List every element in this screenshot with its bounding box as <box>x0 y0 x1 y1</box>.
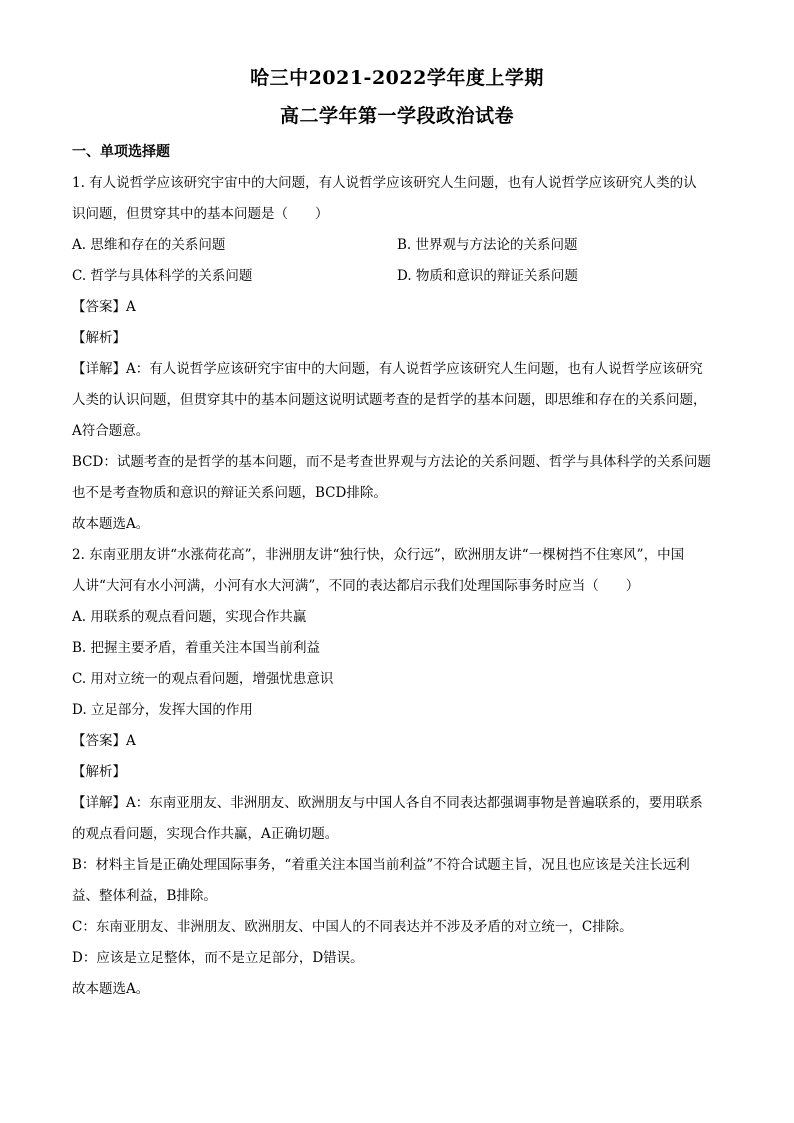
exam-subtitle: 高二学年第一学段政治试卷 <box>279 105 514 127</box>
detail-text: D：应该是立足整体，而不是立足部分，D错误。 <box>72 950 364 966</box>
analysis-label: 【解析】 <box>72 764 126 780</box>
question-1 <box>72 168 722 540</box>
detail-text: 也不是考查物质和意识的辩证关系问题，BCD排除。 <box>72 485 387 501</box>
detail-text: 益、整体利益，B排除。 <box>72 888 217 904</box>
answer-label: 【答案】A <box>72 733 136 749</box>
option-d: D. 立足部分，发挥大国的作用 <box>72 702 253 718</box>
question-2 <box>72 540 722 1005</box>
section-heading: 一、单项选择题 <box>72 144 170 160</box>
exam-title: 哈三中2021-2022学年度上学期 <box>250 67 544 89</box>
options-row <box>72 230 722 261</box>
option-b: B. 把握主要矛盾，着重关注本国当前利益 <box>72 640 321 656</box>
detail-text: C：东南亚朋友、非洲朋友、欧洲朋友、中国人的不同表达并不涉及矛盾的对立统一，C排除。 <box>72 919 633 935</box>
option-a: A. 思维和存在的关系问题 <box>72 237 226 253</box>
detail-text: 【详解】A：有人说哲学应该研究宇宙中的大问题，有人说哲学应该研究人生问题，也有人说哲学应该研究 <box>72 361 703 377</box>
detail-text: A符合题意。 <box>72 423 150 439</box>
detail-text: BCD：试题考查的是哲学的基本问题，而不是考查世界观与方法论的关系问题、哲学与具体科学的关系问题 <box>72 454 711 470</box>
detail-text: 的观点看问题，实现合作共赢，A正确切题。 <box>72 826 339 842</box>
conclusion-text: 故本题选A。 <box>72 981 150 997</box>
detail-text: 人类的认识问题，但贯穿其中的基本问题这说明试题考查的是哲学的基本问题，即思维和存在的关系问题， <box>72 392 707 408</box>
option-c: C. 用对立统一的观点看问题，增强忧患意识 <box>72 671 334 687</box>
conclusion-text: 故本题选A。 <box>72 516 150 532</box>
question-stem: 识问题，但贯穿其中的基本问题是（ ） <box>72 206 329 222</box>
option-d: D. 物质和意识的辩证关系问题 <box>397 268 578 284</box>
option-a: A. 用联系的观点看问题，实现合作共赢 <box>72 609 307 625</box>
question-stem: 2. 东南亚朋友讲“水涨荷花高”，非洲朋友讲“独行快，众行远”，欧洲朋友讲“一棵树挡不住寒风”，中国 <box>72 547 685 563</box>
question-stem: 人讲“大河有水小河满，小河有水大河满”，不同的表达都启示我们处理国际事务时应当（ ） <box>72 578 640 594</box>
options-row <box>72 261 722 292</box>
answer-label: 【答案】A <box>72 299 136 315</box>
analysis-label: 【解析】 <box>72 330 126 346</box>
exam-document <box>72 62 722 1005</box>
option-c: C. 哲学与具体科学的关系问题 <box>72 268 253 284</box>
question-stem: 1. 有人说哲学应该研究宇宙中的大问题，有人说哲学应该研究人生问题，也有人说哲学应该研究人类的认 <box>72 175 697 191</box>
option-b: B. 世界观与方法论的关系问题 <box>397 237 578 253</box>
detail-text: 【详解】A：东南亚朋友、非洲朋友、欧洲朋友与中国人各自不同表达都强调事物是普遍联系的，要用联系 <box>72 795 703 811</box>
detail-text: B：材料主旨是正确处理国际事务，“着重关注本国当前利益”不符合试题主旨，况且也应该是关注长远利 <box>72 857 690 873</box>
